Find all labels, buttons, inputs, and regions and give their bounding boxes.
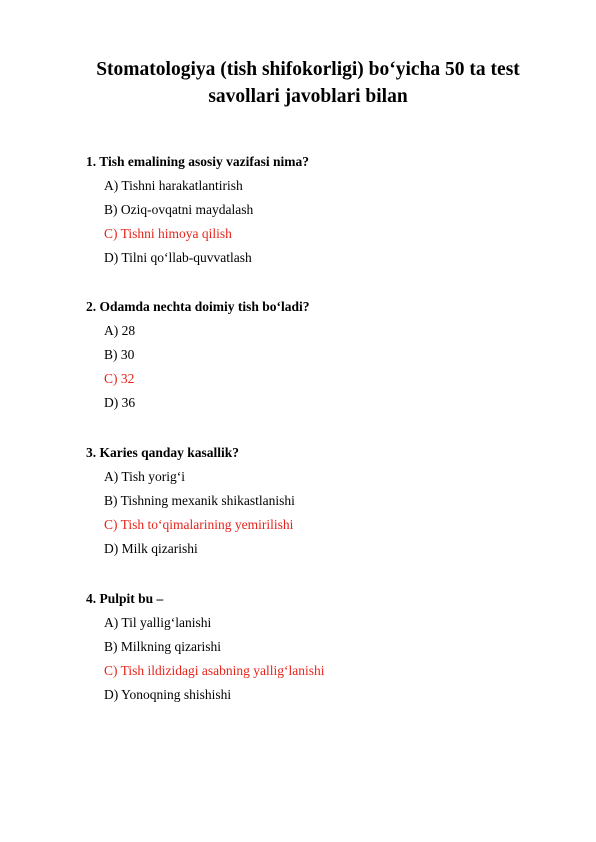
question-2-options bbox=[86, 319, 556, 415]
question-4-option-c-correct: C) Tish ildizidagi asabning yallig‘lanishi bbox=[104, 663, 325, 678]
question-2-text: 2. Odamda nechta doimiy tish bo‘ladi? bbox=[86, 299, 310, 314]
question-3-option-a: A) Tish yorig‘i bbox=[104, 469, 186, 484]
question-2-option-b: B) 30 bbox=[104, 347, 135, 362]
question-2-option-c-correct: C) 32 bbox=[104, 371, 135, 386]
question-1-text: 1. Tish emalining asosiy vazifasi nima? bbox=[86, 154, 310, 169]
question-4-options bbox=[86, 611, 556, 707]
question-2-option-d: D) 36 bbox=[104, 395, 136, 410]
question-1-option-a: A) Tishni harakatlantirish bbox=[104, 178, 243, 193]
document-title bbox=[60, 56, 556, 110]
question-3-options bbox=[86, 465, 556, 561]
question-4 bbox=[86, 587, 556, 707]
document-title-line-1: Stomatologiya (tish shifokorligi) bo‘yicha 50 ta test bbox=[96, 59, 520, 80]
question-4-option-d: D) Yonoqning shishishi bbox=[104, 687, 232, 702]
question-4-option-b: B) Milkning qizarishi bbox=[104, 639, 221, 654]
question-3-option-c-correct: C) Tish to‘qimalarining yemirilishi bbox=[104, 517, 294, 532]
question-3-option-d: D) Milk qizarishi bbox=[104, 541, 198, 556]
question-3-option-b: B) Tishning mexanik shikastlanishi bbox=[104, 493, 295, 508]
question-1-options bbox=[86, 174, 556, 270]
question-4-text: 4. Pulpit bu – bbox=[86, 591, 164, 606]
question-1-option-c-correct: C) Tishni himoya qilish bbox=[104, 226, 232, 241]
question-3 bbox=[86, 441, 556, 561]
question-3-text: 3. Karies qanday kasallik? bbox=[86, 445, 240, 460]
document-title-line-2: savollari javoblari bilan bbox=[208, 86, 408, 107]
question-1 bbox=[86, 150, 556, 270]
question-1-option-d: D) Tilni qo‘llab-quvvatlash bbox=[104, 250, 252, 265]
question-2 bbox=[86, 295, 556, 415]
question-2-option-a: A) 28 bbox=[104, 323, 136, 338]
question-1-option-b: B) Oziq-ovqatni maydalash bbox=[104, 202, 254, 217]
question-4-option-a: A) Til yallig‘lanishi bbox=[104, 615, 212, 630]
